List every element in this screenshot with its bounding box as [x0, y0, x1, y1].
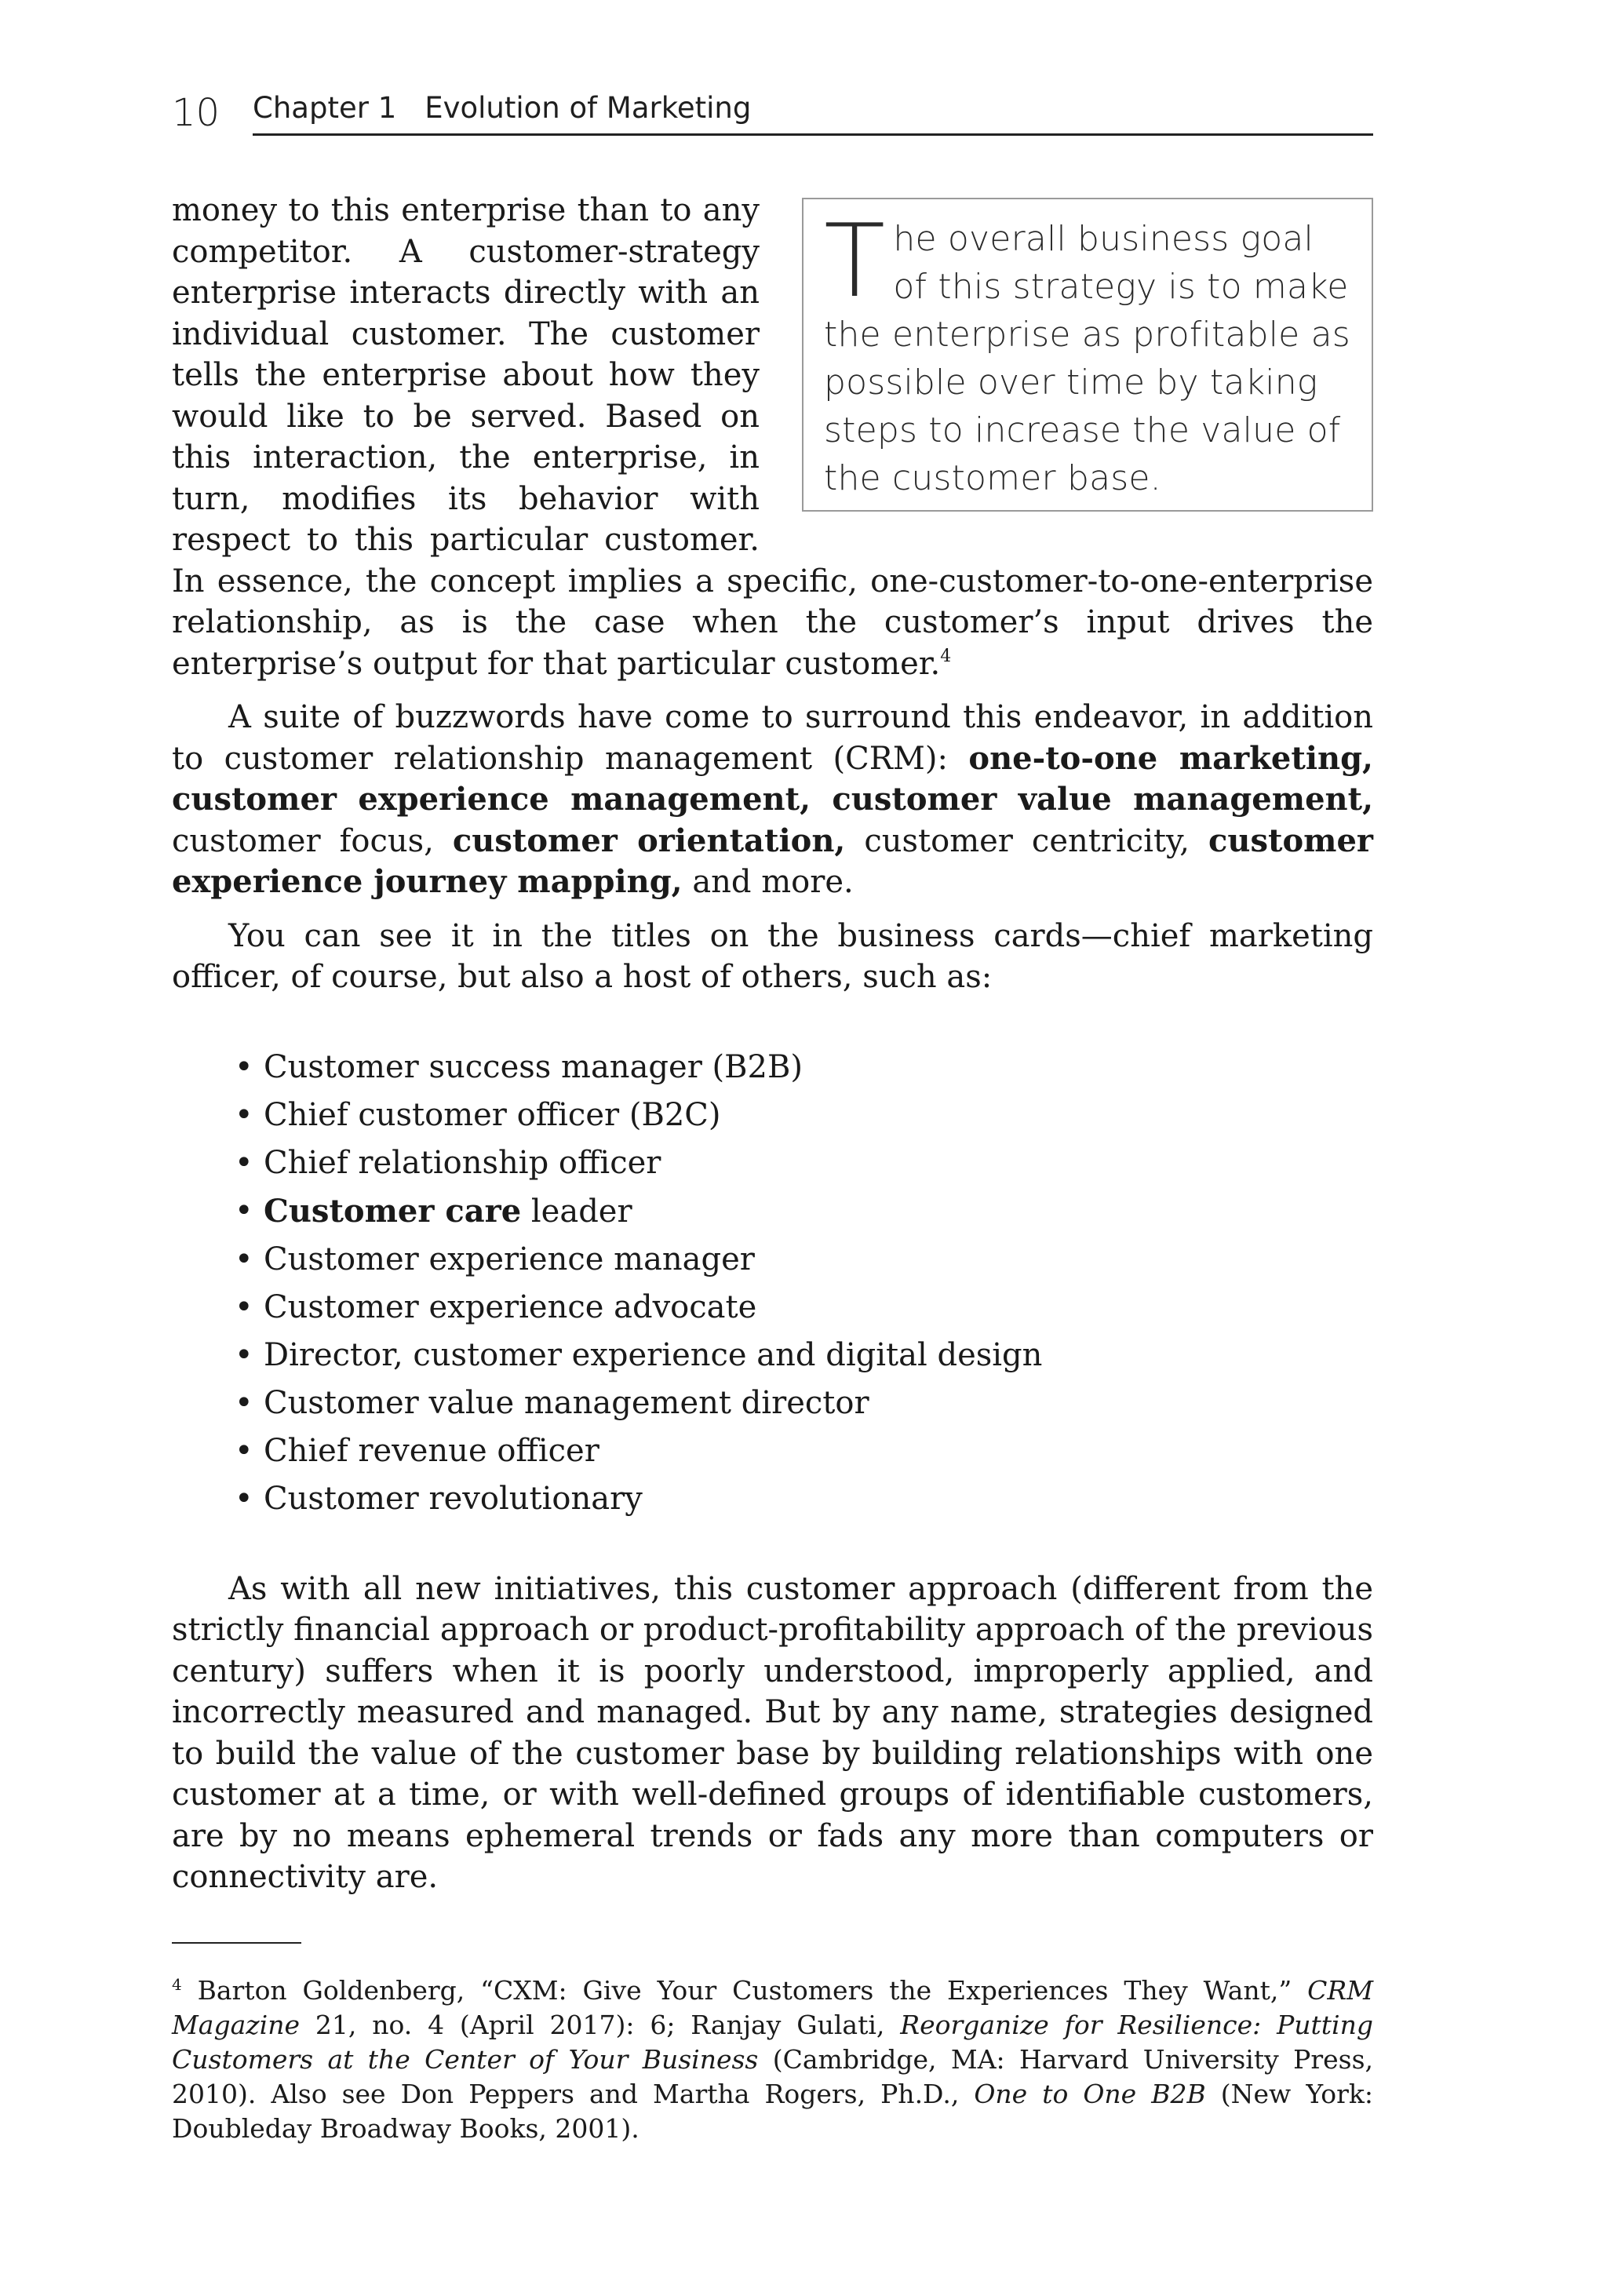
chapter-label: Chapter 1 — [253, 91, 397, 125]
bullet: • — [235, 1192, 253, 1229]
footnote-italic-title: Reorganize for Resilience: Putting Customers at the Center of Your Business — [172, 2010, 1373, 2075]
bullet: • — [235, 1096, 253, 1133]
list-item — [172, 1332, 1373, 1379]
body-text — [172, 190, 1373, 1898]
footnote-text: Barton Goldenberg, “CXM: Give Your Customers the Experiences They Want,” — [181, 1975, 1308, 2006]
footnote-italic-title: CRM Magazine — [172, 1975, 1373, 2040]
list-item-text: Chief revenue officer — [264, 1432, 599, 1469]
list-item — [172, 1284, 1373, 1332]
footnote-text: 21, no. 4 (April 2017): 6; Ranjay Gulati, — [300, 2010, 901, 2040]
bullet: • — [235, 1048, 253, 1085]
pull-quote-box — [802, 198, 1373, 512]
header-rule — [253, 133, 1373, 136]
list-item-text: Customer revolutionary — [264, 1480, 643, 1517]
footnote-text: (New York: Doubleday Broadway Books, 2001). — [172, 2079, 1373, 2144]
list-item-text: Chief customer officer (B2C) — [264, 1096, 721, 1133]
job-titles-list — [172, 1044, 1373, 1523]
footnote-rule — [172, 1942, 301, 1944]
paragraph-2-text: customer centricity, — [845, 822, 1209, 859]
list-item-text: Customer experience manager — [264, 1241, 755, 1277]
list-item — [172, 1044, 1373, 1092]
bullet: • — [235, 1241, 253, 1277]
paragraph-4: As with all new initiatives, this customer approach (different from the strictly financial approach or product-profitability approach of the previous century) suffers when it is poorly understood, improperly applied, and incorrectly measured and managed. But by any name, strategies designed to build the value of the customer base by building relationships with one customer at a time, or with well-defined groups of identifiable customers, are by no means ephemeral trends or fads any more than computers or connectivity are. — [172, 1570, 1373, 1895]
bullet: • — [235, 1336, 253, 1373]
paragraph-2 — [172, 697, 1373, 903]
list-item-text: leader — [521, 1193, 632, 1230]
paragraph-2-bold-term: customer orientation, — [452, 822, 846, 859]
footnote-4 — [172, 1973, 1373, 2146]
bullet: • — [235, 1144, 253, 1181]
list-item — [172, 1092, 1373, 1139]
chapter-heading — [253, 93, 751, 125]
list-item — [172, 1379, 1373, 1427]
paragraph-3: You can see it in the titles on the business cards—chief marketing officer, of course, but also a host of others, such as: — [172, 917, 1373, 995]
bullet: • — [235, 1384, 253, 1421]
list-item — [172, 1139, 1373, 1187]
running-header — [172, 88, 1373, 137]
list-item — [172, 1236, 1373, 1284]
pull-quote-text: he overall business goal of this strategy is to make the enterprise as profitable as possible over time by taking steps to increase the value of the customer base. — [824, 219, 1350, 498]
list-item-bold-text: Customer care — [264, 1192, 522, 1230]
list-item — [172, 1475, 1373, 1523]
list-item-text: Customer value management director — [264, 1384, 869, 1421]
chapter-title: Evolution of Marketing — [425, 91, 752, 125]
list-item-text: Director, customer experience and digital design — [264, 1336, 1043, 1373]
footnote-number: 4 — [172, 1975, 182, 1994]
paragraph-2-bold-terms: one-to-one marketing, customer experience management, customer value management, — [172, 739, 1373, 818]
paragraph-2-text: and more. — [682, 864, 854, 900]
paragraph-2-bold-term: customer experience journey mapping, — [172, 822, 1374, 900]
list-item — [172, 1187, 1373, 1236]
bullet: • — [235, 1480, 253, 1517]
list-item-text: Customer success manager (B2B) — [264, 1048, 803, 1085]
list-item — [172, 1427, 1373, 1475]
list-item-text: Customer experience advocate — [264, 1288, 757, 1325]
footnote-text: (Cambridge, MA: Harvard University Press, 2010). Also see Don Peppers and Martha Rogers, Ph.D., — [172, 2044, 1373, 2109]
footnote-italic-title: One to One B2B — [974, 2079, 1206, 2109]
paragraph-2-text: A suite of buzzwords have come to surround this endeavor, in addition to customer relationship management (CRM): — [172, 699, 1373, 777]
footnote-ref-4[interactable]: 4 — [940, 646, 952, 666]
list-item-text: Chief relationship officer — [264, 1144, 661, 1181]
bullet: • — [235, 1288, 253, 1325]
bullet: • — [235, 1432, 253, 1469]
page-number: 10 — [172, 91, 220, 135]
pull-quote-drop-cap: T — [824, 203, 886, 320]
paragraph-2-text: customer focus, — [172, 822, 453, 859]
paragraph-1-text: money to this enterprise than to any competitor. A customer-strategy enterprise interacts directly with an individual customer. The customer tells the enterprise about how they would like to be served. Based on this interaction, the enterprise, in turn, modifies its behavior with respect to this particular customer. In essence, the concept implies a specific, one-customer-to-one-enterprise relationship, as is the case when the customer’s input drives the enterprise’s output for that particular customer. — [172, 192, 1373, 682]
